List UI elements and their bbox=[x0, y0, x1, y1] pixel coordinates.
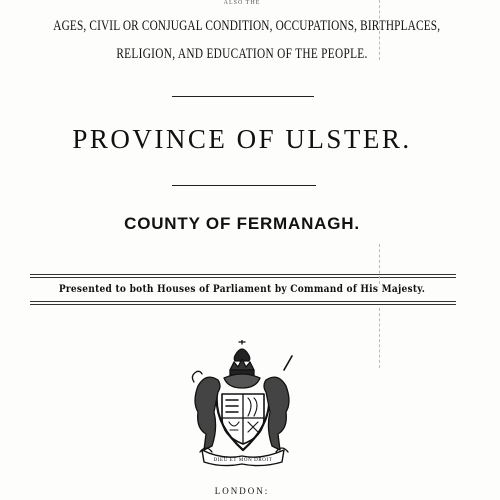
also-the-text: ALSO THE bbox=[223, 0, 261, 6]
double-rule-bottom-b bbox=[30, 304, 456, 305]
subtitle-line-1: AGES, CIVIL OR CONJUGAL CONDITION, OCCUPATIONS, BIRTHPLACES, bbox=[53, 18, 441, 34]
presented-line: Presented to both Houses of Parliament by Command of His Majesty. bbox=[58, 283, 426, 295]
double-rule-top-a bbox=[30, 274, 456, 275]
rule-upper bbox=[172, 96, 314, 97]
subtitle-line-2: RELIGION, AND EDUCATION OF THE PEOPLE. bbox=[116, 46, 368, 62]
margin-guide-line bbox=[379, 0, 380, 60]
double-rule-bottom-a bbox=[30, 301, 456, 302]
double-rule-top-b bbox=[30, 277, 456, 278]
province-title: PROVINCE OF ULSTER. bbox=[72, 124, 412, 154]
royal-coat-of-arms-icon bbox=[184, 340, 302, 468]
margin-guide-line bbox=[379, 244, 380, 284]
rule-lower bbox=[172, 185, 316, 186]
county-title: COUNTY OF FERMANAGH. bbox=[124, 214, 360, 233]
crest-motto: DIEU ET MON DROIT bbox=[213, 458, 273, 463]
imprint-city: LONDON: bbox=[214, 486, 270, 496]
margin-guide-line bbox=[379, 308, 380, 368]
